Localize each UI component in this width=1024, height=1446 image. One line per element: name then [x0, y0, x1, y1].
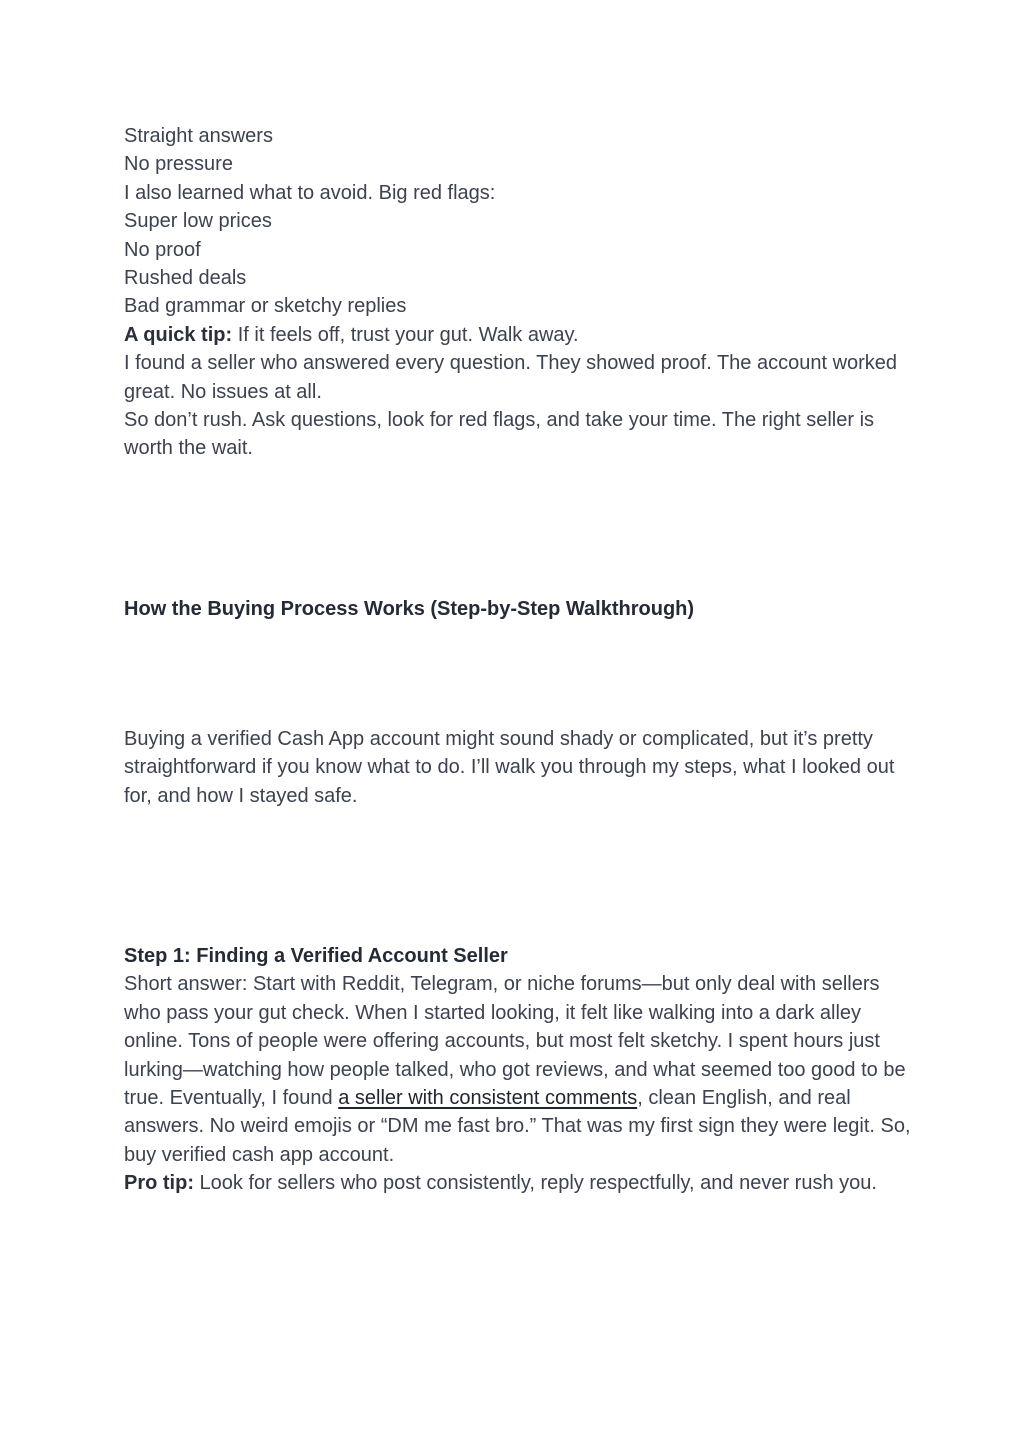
list-item: Rushed deals	[124, 267, 247, 290]
text-after-link: , clean English, and real answers. No weird emojis or “DM me fast bro.” That was my first sign they were legit. So, buy verified cash app account.	[124, 1087, 911, 1166]
paragraph	[124, 970, 914, 1169]
quick-tip-label: A quick tip:	[124, 323, 233, 346]
paragraph: So don’t rush. Ask questions, look for red flags, and take your time. The right seller is worth the wait.	[124, 409, 875, 460]
list-item: Bad grammar or sketchy replies	[124, 295, 407, 318]
quick-tip-text: If it feels off, trust your gut. Walk away.	[232, 323, 579, 346]
step1-section	[124, 942, 914, 1198]
red-flags-section	[124, 122, 914, 463]
list-item: No proof	[124, 238, 201, 261]
seller-link[interactable]: a seller with consistent comments	[338, 1087, 638, 1110]
pro-tip-text: Look for sellers who post consistently, reply respectfully, and never rush you.	[194, 1172, 877, 1195]
section-heading: How the Buying Process Works (Step-by-Step Walkthrough)	[124, 598, 695, 620]
paragraph: Buying a verified Cash App account might sound shady or complicated, but it’s pretty straightforward if you know what to do. I’ll walk you through my steps, what I looked out for, and how I stayed safe.	[124, 728, 895, 807]
paragraph: I found a seller who answered every question. They showed proof. The account worked great. No issues at all.	[124, 352, 898, 403]
list-item: Super low prices	[124, 210, 272, 233]
paragraph: I also learned what to avoid. Big red flags:	[124, 181, 496, 204]
quick-tip	[124, 321, 914, 349]
list-item: No pressure	[124, 153, 233, 176]
step-heading: Step 1: Finding a Verified Account Seller	[124, 945, 508, 967]
pro-tip	[124, 1169, 914, 1197]
intro-section	[124, 725, 914, 810]
text-before-link: Short answer: Start with Reddit, Telegram, or niche forums—but only deal with sellers who pass your gut check. When I started looking, it felt like walking into a dark alley online. Tons of people were offering accounts, but most felt sketchy. I spent hours just lurking—watching how people talked, who got reviews, and what seemed too good to be true. Eventually, I found	[124, 973, 906, 1110]
list-item: Straight answers	[124, 125, 273, 147]
pro-tip-label: Pro tip:	[124, 1172, 194, 1195]
